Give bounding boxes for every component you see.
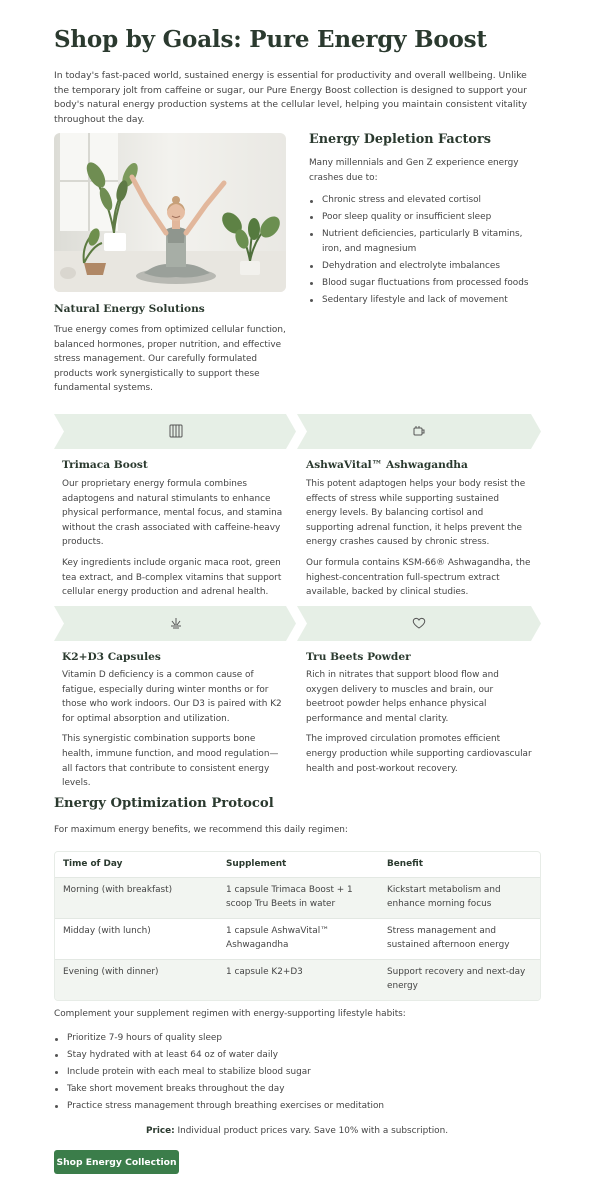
list-item: Poor sleep quality or insufficient sleep — [309, 210, 545, 225]
table-row — [55, 918, 540, 959]
mug-icon — [411, 423, 427, 439]
page-title: Shop by Goals: Pure Energy Boost — [54, 26, 487, 53]
natural-energy-heading: Natural Energy Solutions — [54, 303, 205, 315]
list-item: Practice stress management through breathing exercises or meditation — [54, 1099, 534, 1114]
list-item: Chronic stress and elevated cortisol — [309, 193, 545, 208]
price-note — [0, 1126, 594, 1136]
product-banner-ashwavital — [297, 414, 541, 449]
table-cell: Evening (with dinner) — [55, 959, 218, 1000]
product-paragraph: The improved circulation promotes efficient energy production while supporting cardiovascular health and post-workout recovery. — [306, 734, 532, 774]
protocol-intro: For maximum energy benefits, we recommend this daily regimen: — [54, 825, 348, 835]
product-paragraph: Our proprietary energy formula combines adaptogens and natural stimulants to enhance physical performance, mental focus, and stamina without the crash associated with caffeine-heavy products. — [62, 479, 283, 548]
sun-rays-icon — [168, 615, 184, 631]
lifestyle-intro: Complement your supplement regimen with energy-supporting lifestyle habits: — [54, 1009, 406, 1019]
product-description — [306, 668, 532, 776]
product-banner-trimaca — [54, 414, 296, 449]
product-banner-k2d3 — [54, 606, 296, 641]
column-header: Supplement — [218, 852, 379, 877]
price-label: Price: — [145, 1126, 175, 1136]
product-paragraph: Vitamin D deficiency is a common cause of fatigue, especially during winter months or for those who work indoors. Our D3 is paired with K2 for optimal absorption and utilization. — [62, 670, 282, 724]
radiator-icon — [168, 423, 184, 439]
list-item: Stay hydrated with at least 64 oz of water daily — [54, 1048, 534, 1063]
product-paragraph: Rich in nitrates that support blood flow and oxygen delivery to muscles and brain, our beetroot powder helps enhance physical performance and mental clarity. — [306, 670, 499, 724]
table-cell: Kickstart metabolism and enhance morning focus — [379, 877, 540, 918]
product-name: Tru Beets Powder — [306, 651, 411, 663]
regimen-table — [54, 851, 541, 1001]
column-header: Benefit — [379, 852, 540, 877]
product-name: AshwaVital™ Ashwagandha — [306, 459, 468, 471]
table-cell: 1 capsule AshwaVital™ Ashwagandha — [218, 918, 379, 959]
table-cell: Midday (with lunch) — [55, 918, 218, 959]
table-cell: Support recovery and next-day energy — [379, 959, 540, 1000]
depletion-heading: Energy Depletion Factors — [309, 132, 491, 147]
lifestyle-list — [54, 1031, 534, 1115]
table-cell: Morning (with breakfast) — [55, 877, 218, 918]
table-row — [55, 877, 540, 918]
intro-text: In today's fast-paced world, sustained energy is essential for productivity and overall wellbeing. Unlike the temporary jolt from caffeine or sugar, our Pure Energy Boost collection is designed to support your body's natural energy production systems at the cellular level, helping you maintain consistent vitality throughout the day. — [54, 70, 528, 125]
product-description — [62, 668, 288, 791]
product-paragraph: Our formula contains KSM-66® Ashwagandha, the highest-concentration full-spectrum extract available, backed by clinical studies. — [306, 557, 531, 598]
product-paragraph: This potent adaptogen helps your body resist the effects of stress while supporting sustained energy levels. By balancing cortisol and supporting adrenal function, it helps prevent the energy crashes caused by chronic stress. — [306, 479, 526, 548]
table-cell: Stress management and sustained afternoon energy — [379, 918, 540, 959]
product-name: K2+D3 Capsules — [62, 651, 161, 663]
shop-energy-collection-button[interactable]: Shop Energy Collection — [54, 1150, 179, 1174]
natural-energy-text: True energy comes from optimized cellular function, balanced hormones, proper nutrition, and effective stress management. Our carefully formulated products work synergistically to support these fundamental systems. — [54, 325, 286, 394]
list-item: Sedentary lifestyle and lack of movement — [309, 293, 545, 308]
heart-icon — [411, 615, 427, 631]
list-item: Include protein with each meal to stabilize blood sugar — [54, 1065, 534, 1080]
list-item: Blood sugar fluctuations from processed foods — [309, 276, 545, 291]
table-row — [55, 959, 540, 1000]
column-header: Time of Day — [55, 852, 218, 877]
product-paragraph: This synergistic combination supports bone health, immune function, and mood regulation—all factors that contribute to consistent energy levels. — [62, 734, 279, 789]
list-item: Dehydration and electrolyte imbalances — [309, 259, 545, 274]
depletion-list — [309, 193, 545, 310]
product-banner-trubeets — [297, 606, 541, 641]
depletion-text: Many millennials and Gen Z experience energy crashes due to: — [309, 158, 519, 183]
table-cell: 1 capsule K2+D3 — [218, 959, 379, 1000]
hero-image — [54, 133, 286, 292]
product-paragraph: Key ingredients include organic maca root, green tea extract, and B-complex vitamins that support cellular energy production and adrenal health. — [62, 557, 282, 598]
list-item: Nutrient deficiencies, particularly B vitamins, iron, and magnesium — [309, 227, 545, 256]
list-item: Prioritize 7-9 hours of quality sleep — [54, 1031, 534, 1046]
table-header-row — [55, 852, 540, 877]
list-item: Take short movement breaks throughout the day — [54, 1082, 534, 1097]
price-text: Individual product prices vary. Save 10% with a subscription. — [177, 1126, 449, 1136]
hero-illustration — [54, 133, 286, 292]
product-description — [62, 477, 288, 600]
protocol-heading: Energy Optimization Protocol — [54, 796, 274, 811]
table-cell: 1 capsule Trimaca Boost + 1 scoop Tru Beets in water — [218, 877, 379, 918]
product-name: Trimaca Boost — [62, 459, 148, 471]
product-description — [306, 477, 532, 600]
